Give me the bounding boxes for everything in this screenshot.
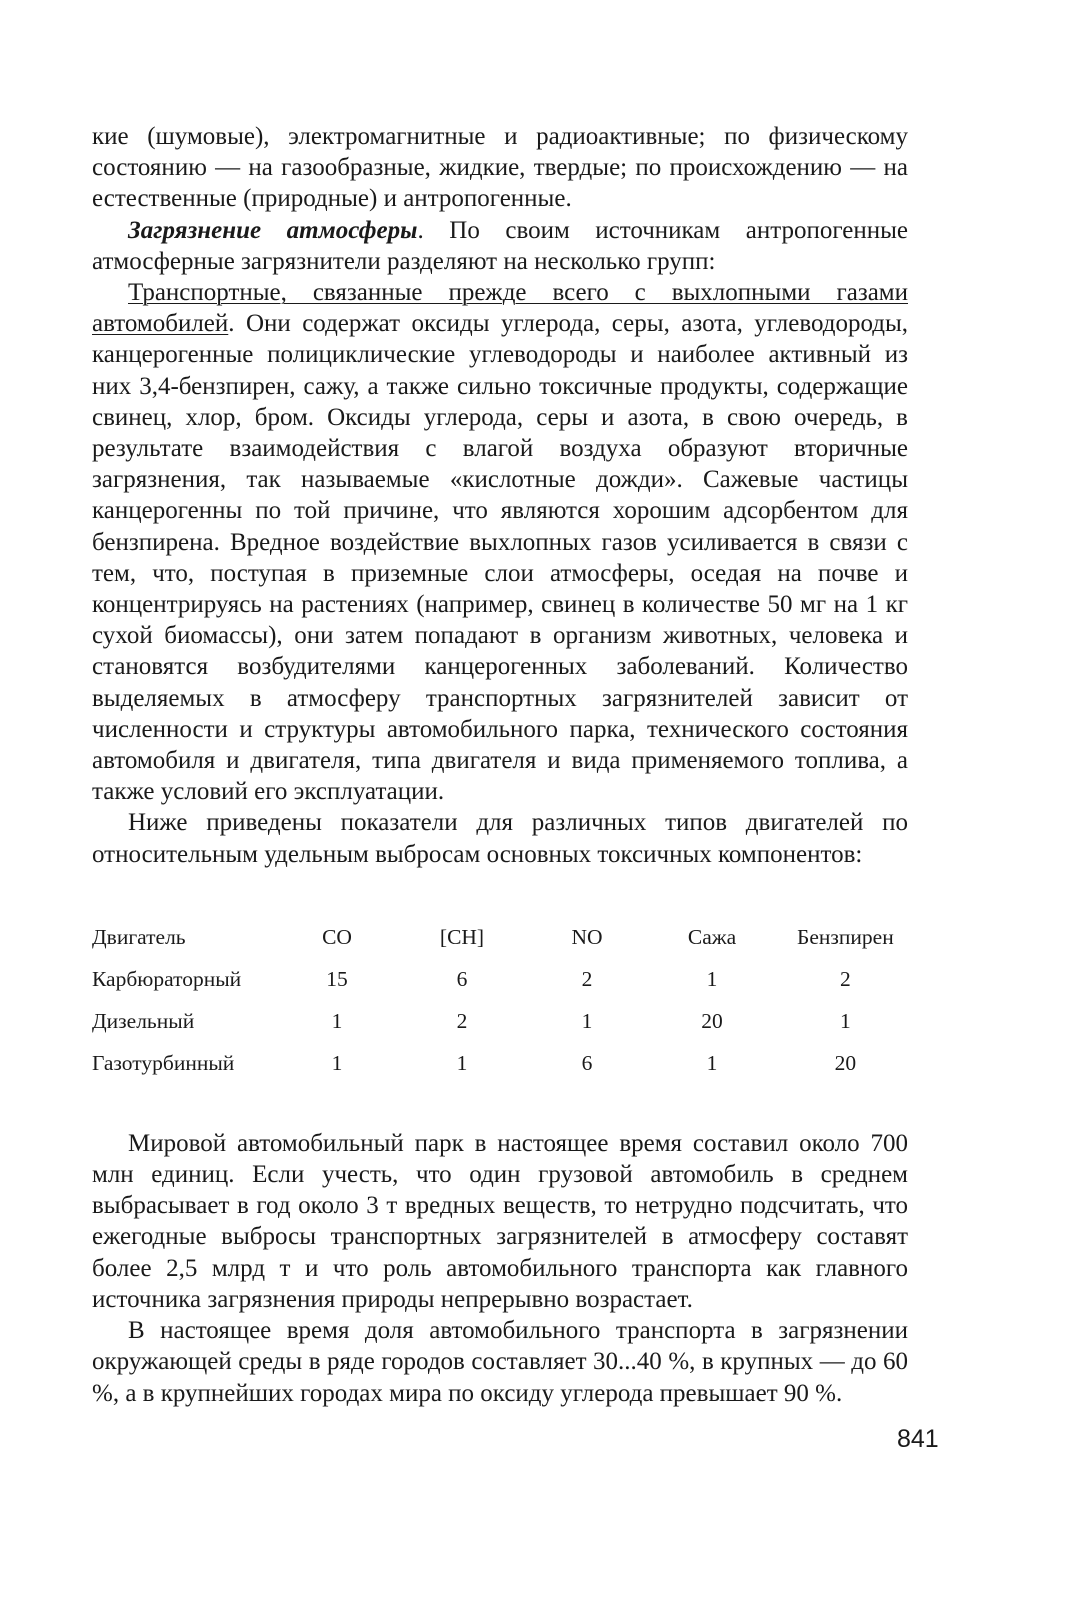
table-cell: 1 <box>331 1008 343 1033</box>
paragraph-transport-text: . Они содержат оксиды углерода, серы, азота, углеводороды, канцерогенные полициклические углеводороды и наиболее активный из них 3,4-бензпирен, сажу, а также сильно токсичные продукты, содержащие свинец, хлор, бром. Оксиды углерода, серы и азота, в свою очередь, в результате взаимодействия с влагой воздуха образуют вторичные загрязнения, так называемые «кислотные дожди». Сажевые частицы канцерогенны по той причине, что являются хорошим адсорбентом для бензпирена. Вредное воздействие выхлопных газов усиливается в связи с тем, что, поступая в приземные слои атмосферы, оседая на почве и концентрируясь на растениях (например, свинец в количестве 50 мг на 1 кг сухой биомассы), они затем попадают в организм животных, человека и становятся возбудителями канцерогенных заболеваний. Количество выделяемых в атмосферу транспортных загрязнителей зависит от численности и структуры автомобильного парка, технического состояния автомобиля и двигателя, типа двигателя и вида применяемого топлива, а также условий его эксплуатации. <box>92 310 908 806</box>
table-cell: 2 <box>581 966 593 991</box>
header-cell: Бензпирен <box>797 924 894 949</box>
emissions-table <box>92 916 894 1084</box>
paragraph-world-fleet: Мировой автомобильный парк в настоящее время составил около 700 млн единиц. Если учесть, что один грузовой автомобиль в среднем выбрасывает в год около 3 т вредных веществ, то нетрудно подсчитать, что ежегодные выбросы транспортных загрязнителей в атмосферу составят более 2,5 млрд т и что роль автомобильного транспорта как главного источника загрязнения природы непрерывно возрастает. <box>92 1129 908 1313</box>
table-cell: Дизельный <box>92 1008 195 1033</box>
section-heading: Загрязнение атмосферы <box>128 216 418 244</box>
table-cell: 1 <box>706 966 718 991</box>
header-cell: СО <box>322 924 352 949</box>
table-cell: 1 <box>706 1050 718 1075</box>
header-cell: Двигатель <box>92 924 186 949</box>
table-cell: 1 <box>839 1008 851 1033</box>
header-cell: Сажа <box>687 924 737 949</box>
table-cell: 1 <box>331 1050 343 1075</box>
table-cell: 20 <box>834 1050 857 1075</box>
table-cell: Газотурбинный <box>92 1050 235 1075</box>
paragraph-atmosphere <box>92 215 908 277</box>
table-row <box>92 1042 894 1084</box>
paragraph-city-share: В настоящее время доля автомобильного транспорта в загрязнении окружающей среды в ряде городов составляет 30...40 %, в крупных — до 60 %, а в крупнейших городах мира по оксиду углерода превышает 90 %. <box>92 1317 908 1407</box>
paragraph-atmosphere-text: . По своим источникам антропогенные атмосферные загрязнители разделяют на несколько групп: <box>92 216 908 275</box>
table-cell: 1 <box>456 1050 468 1075</box>
table-cell: 20 <box>701 1008 723 1033</box>
paragraph-table-intro: Ниже приведены показатели для различных типов двигателей по относительным удельным выбросам основных токсичных компонентов: <box>92 809 908 868</box>
table-row <box>92 1000 894 1042</box>
document-page <box>92 121 908 1409</box>
table-cell: 6 <box>581 1050 593 1075</box>
table-cell: 2 <box>456 1008 468 1033</box>
table-cell: 1 <box>581 1008 593 1033</box>
header-cell: NO <box>571 924 603 949</box>
underlined-phrase: Транспортные, связанные прежде всего с выхлопными газами автомобилей <box>92 279 908 338</box>
table-cell: 15 <box>326 966 348 991</box>
table-header-row <box>92 916 894 958</box>
table-cell: 2 <box>839 966 851 991</box>
page-number: 841 <box>897 1425 939 1453</box>
paragraph-transport <box>92 277 908 807</box>
table-row <box>92 958 894 1000</box>
table-cell: Карбюраторный <box>92 966 242 991</box>
table-cell: 6 <box>456 966 468 991</box>
header-cell: [СН] <box>439 924 485 949</box>
paragraph-intro: кие (шумовые), электромагнитные и радиоактивные; по физическому состоянию — на газообразные, жидкие, твердые; по происхождению — на естественные (природные) и антропогенные. <box>92 123 908 213</box>
